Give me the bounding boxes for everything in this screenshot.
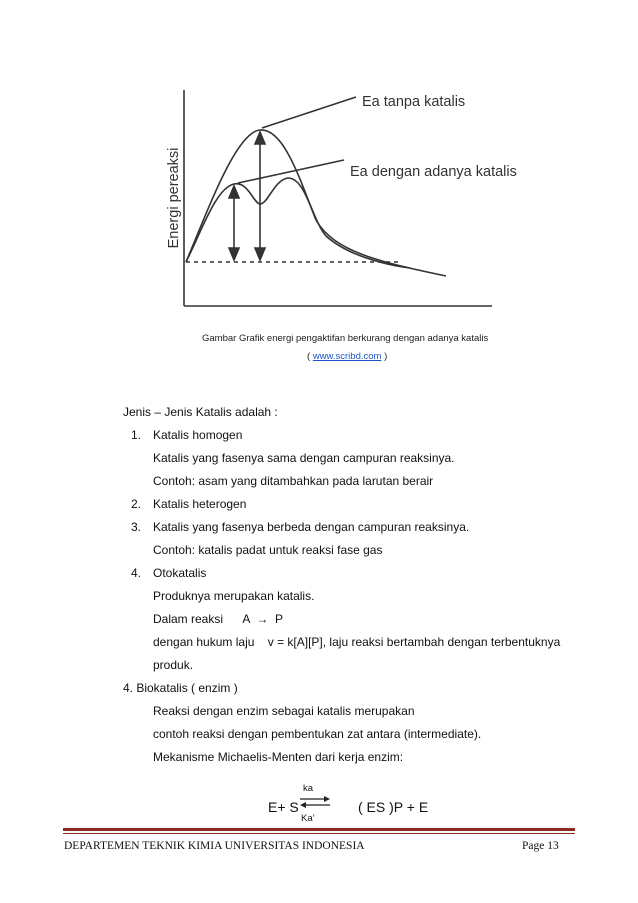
source-link[interactable]: www.scribd.com bbox=[312, 351, 382, 362]
list-item-1-title: Katalis homogen bbox=[153, 428, 243, 442]
list-item-3-title: Katalis yang fasenya berbeda dengan campuran reaksinya. bbox=[153, 520, 470, 534]
footer-department: DEPARTEMEN TEKNIK KIMIA UNIVERSITAS INDONESIA bbox=[64, 840, 365, 852]
activation-energy-arrow-small bbox=[229, 186, 239, 260]
equation-right: ( ES )P + E bbox=[358, 799, 429, 815]
list-item-4-line2: Dalam reaksi A → P bbox=[153, 612, 284, 626]
y-axis-label: Energi pereaksi bbox=[166, 147, 182, 249]
equation-left: E+ S bbox=[268, 799, 299, 815]
biocatalyst-title: 4. Biokatalis ( enzim ) bbox=[123, 681, 238, 695]
list-item-4-line3: dengan hukum laju v = k[A][P], laju reaksi bertambah dengan terbentuknya bbox=[153, 635, 561, 649]
list-item-4-title: Otokatalis bbox=[153, 566, 207, 580]
equilibrium-arrows bbox=[298, 794, 332, 810]
curve-without-catalyst bbox=[186, 130, 446, 276]
pointer-line-without-catalyst bbox=[262, 97, 356, 128]
footer-rule-thin bbox=[63, 833, 575, 834]
list-item-4-line1: Produknya merupakan katalis. bbox=[153, 589, 315, 603]
biocatalyst-line3: Mekanisme Michaelis-Menten dari kerja enzim: bbox=[153, 750, 404, 764]
list-item-1-desc: Katalis yang fasenya sama dengan campuran reaksinya. bbox=[153, 451, 455, 465]
curve-with-catalyst bbox=[186, 178, 410, 268]
list-item-4-num: 4. bbox=[131, 566, 142, 580]
pointer-line-with-catalyst bbox=[238, 160, 344, 183]
figure-caption: Gambar Grafik energi pengaktifan berkurang dengan adanya katalis bbox=[202, 333, 489, 344]
figure-source bbox=[307, 351, 387, 362]
footer-rule-thick bbox=[63, 828, 575, 831]
label-without-catalyst: Ea tanpa katalis bbox=[362, 94, 466, 110]
energy-graph-svg bbox=[150, 70, 540, 320]
rate-constant-reverse: Ka’ bbox=[301, 813, 315, 824]
list-item-1-num: 1. bbox=[131, 428, 142, 442]
biocatalyst-line2: contoh reaksi dengan pembentukan zat antara (intermediate). bbox=[153, 727, 482, 741]
list-item-1-example: Contoh: asam yang ditambahkan pada larutan berair bbox=[153, 474, 434, 488]
source-close: ) bbox=[384, 351, 388, 362]
energy-graph bbox=[150, 70, 540, 320]
activation-energy-arrow-large bbox=[255, 132, 265, 260]
source-open: ( bbox=[307, 351, 311, 362]
footer-page-number: Page 13 bbox=[522, 840, 559, 852]
list-item-2-num: 2. bbox=[131, 497, 142, 511]
label-with-catalyst: Ea dengan adanya katalis bbox=[350, 164, 517, 180]
rate-constant-forward: ka bbox=[303, 783, 314, 794]
list-item-3-num: 3. bbox=[131, 520, 142, 534]
biocatalyst-line1: Reaksi dengan enzim sebagai katalis merupakan bbox=[153, 704, 415, 718]
list-item-4-line4: produk. bbox=[153, 658, 194, 672]
list-item-2-title: Katalis heterogen bbox=[153, 497, 247, 511]
catalyst-types-heading: Jenis – Jenis Katalis adalah : bbox=[123, 405, 278, 419]
list-item-3-example: Contoh: katalis padat untuk reaksi fase gas bbox=[153, 543, 383, 557]
